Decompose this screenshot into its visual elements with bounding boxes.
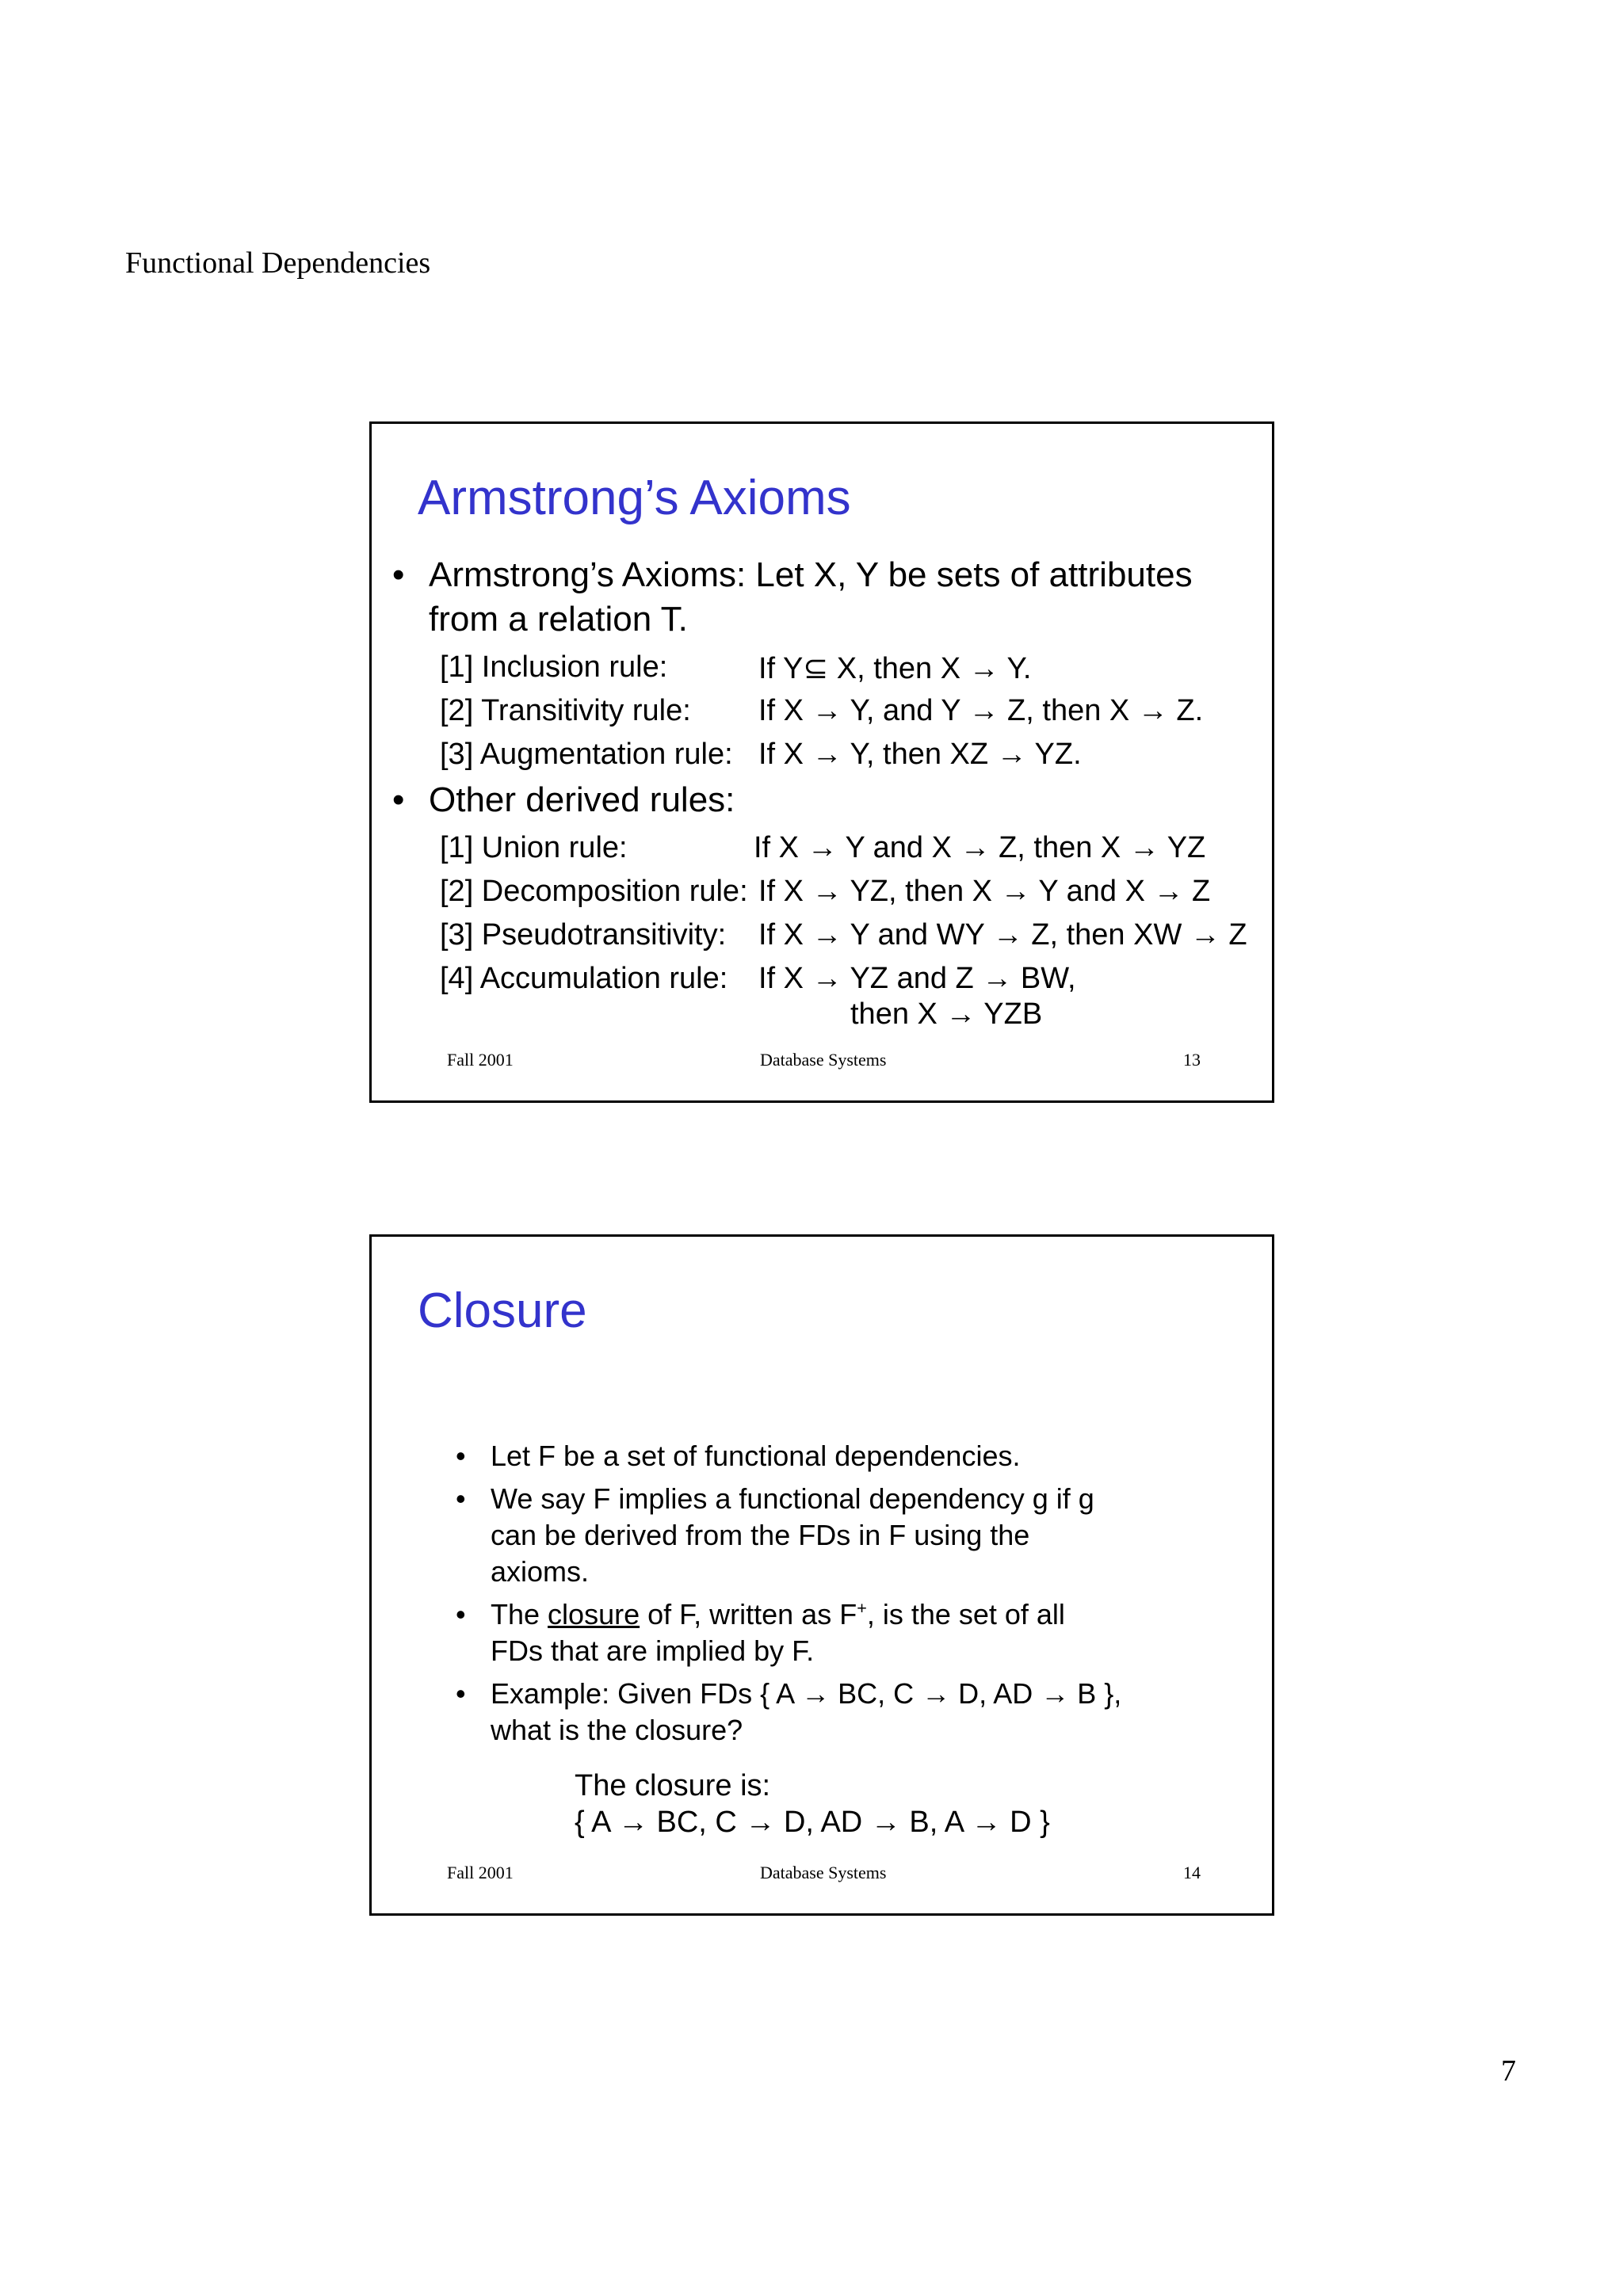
text-fragment: , is the set of all <box>866 1598 1065 1630</box>
bullet-text-continued: from a relation T. <box>429 600 688 639</box>
text-fragment: The <box>491 1598 548 1630</box>
derived-rule-formula-continued: then X → YZB <box>850 997 1043 1031</box>
derived-rule-name: [3] Pseudotransitivity: <box>440 918 727 952</box>
slide-footer-date: Fall 2001 <box>447 1863 514 1882</box>
bullet-marker: • <box>456 1598 466 1630</box>
derived-rule-formula: If X → Y and X → Z, then X → YZ <box>754 831 1206 864</box>
page-number: 7 <box>1501 2054 1516 2088</box>
bullet-marker: • <box>456 1482 466 1515</box>
bullet-text-continued: can be derived from the FDs in F using the <box>491 1519 1030 1551</box>
slide-closure <box>369 1234 1274 1916</box>
slide-title: Closure <box>418 1283 587 1338</box>
derived-rule-formula: If X → YZ, then X → Y and X → Z <box>758 875 1211 908</box>
bullet-text <box>491 1598 1065 1631</box>
slide-title: Armstrong’s Axioms <box>418 471 851 525</box>
derived-rule-name: [4] Accumulation rule: <box>440 962 728 995</box>
slide-footer-date: Fall 2001 <box>447 1050 514 1070</box>
bullet-text-continued: FDs that are implied by F. <box>491 1634 815 1667</box>
derived-rule-name: [2] Decomposition rule: <box>440 875 748 908</box>
closure-term: closure <box>548 1598 640 1630</box>
plus-superscript: + <box>857 1598 867 1618</box>
derived-rule-formula: If X → Y and WY → Z, then XW → Z <box>758 918 1247 952</box>
bullet-marker: • <box>456 1677 466 1710</box>
rule-formula: If X → Y, then XZ → YZ. <box>758 738 1082 771</box>
slide-footer-number: 13 <box>1183 1050 1201 1070</box>
rule-formula: If Y⊆ X, then X → Y. <box>758 652 1032 685</box>
rule-formula: If X → Y, and Y → Z, then X → Z. <box>758 694 1204 727</box>
bullet-marker: • <box>392 780 405 819</box>
rule-name: [1] Inclusion rule: <box>440 650 668 684</box>
bullet-text: We say F implies a functional dependency g if g <box>491 1482 1094 1515</box>
closure-answer-label: The closure is: <box>575 1769 771 1802</box>
rule-name: [2] Transitivity rule: <box>440 694 691 727</box>
rule-name: [3] Augmentation rule: <box>440 738 733 771</box>
slide-footer-number: 14 <box>1183 1863 1201 1882</box>
slide-footer-course: Database Systems <box>760 1863 887 1882</box>
bullet-text: Other derived rules: <box>429 780 735 819</box>
bullet-text-continued: what is the closure? <box>491 1714 743 1746</box>
bullet-text: Armstrong’s Axioms: Let X, Y be sets of attributes <box>429 555 1193 594</box>
closure-answer-set: { A → BC, C → D, AD → B, A → D } <box>575 1806 1050 1839</box>
bullet-marker: • <box>456 1440 466 1472</box>
bullet-marker: • <box>392 555 405 594</box>
bullet-text: Example: Given FDs { A → BC, C → D, AD → B }, <box>491 1677 1122 1710</box>
bullet-text: Let F be a set of functional dependencies. <box>491 1440 1021 1472</box>
slide-armstrongs-axioms <box>369 421 1274 1103</box>
bullet-text-continued: axioms. <box>491 1555 590 1588</box>
page-header: Functional Dependencies <box>125 246 431 280</box>
derived-rule-formula: If X → YZ and Z → BW, <box>758 962 1076 995</box>
text-fragment: of F, written as F <box>640 1598 857 1630</box>
derived-rule-name: [1] Union rule: <box>440 831 628 864</box>
slide-footer-course: Database Systems <box>760 1050 887 1070</box>
